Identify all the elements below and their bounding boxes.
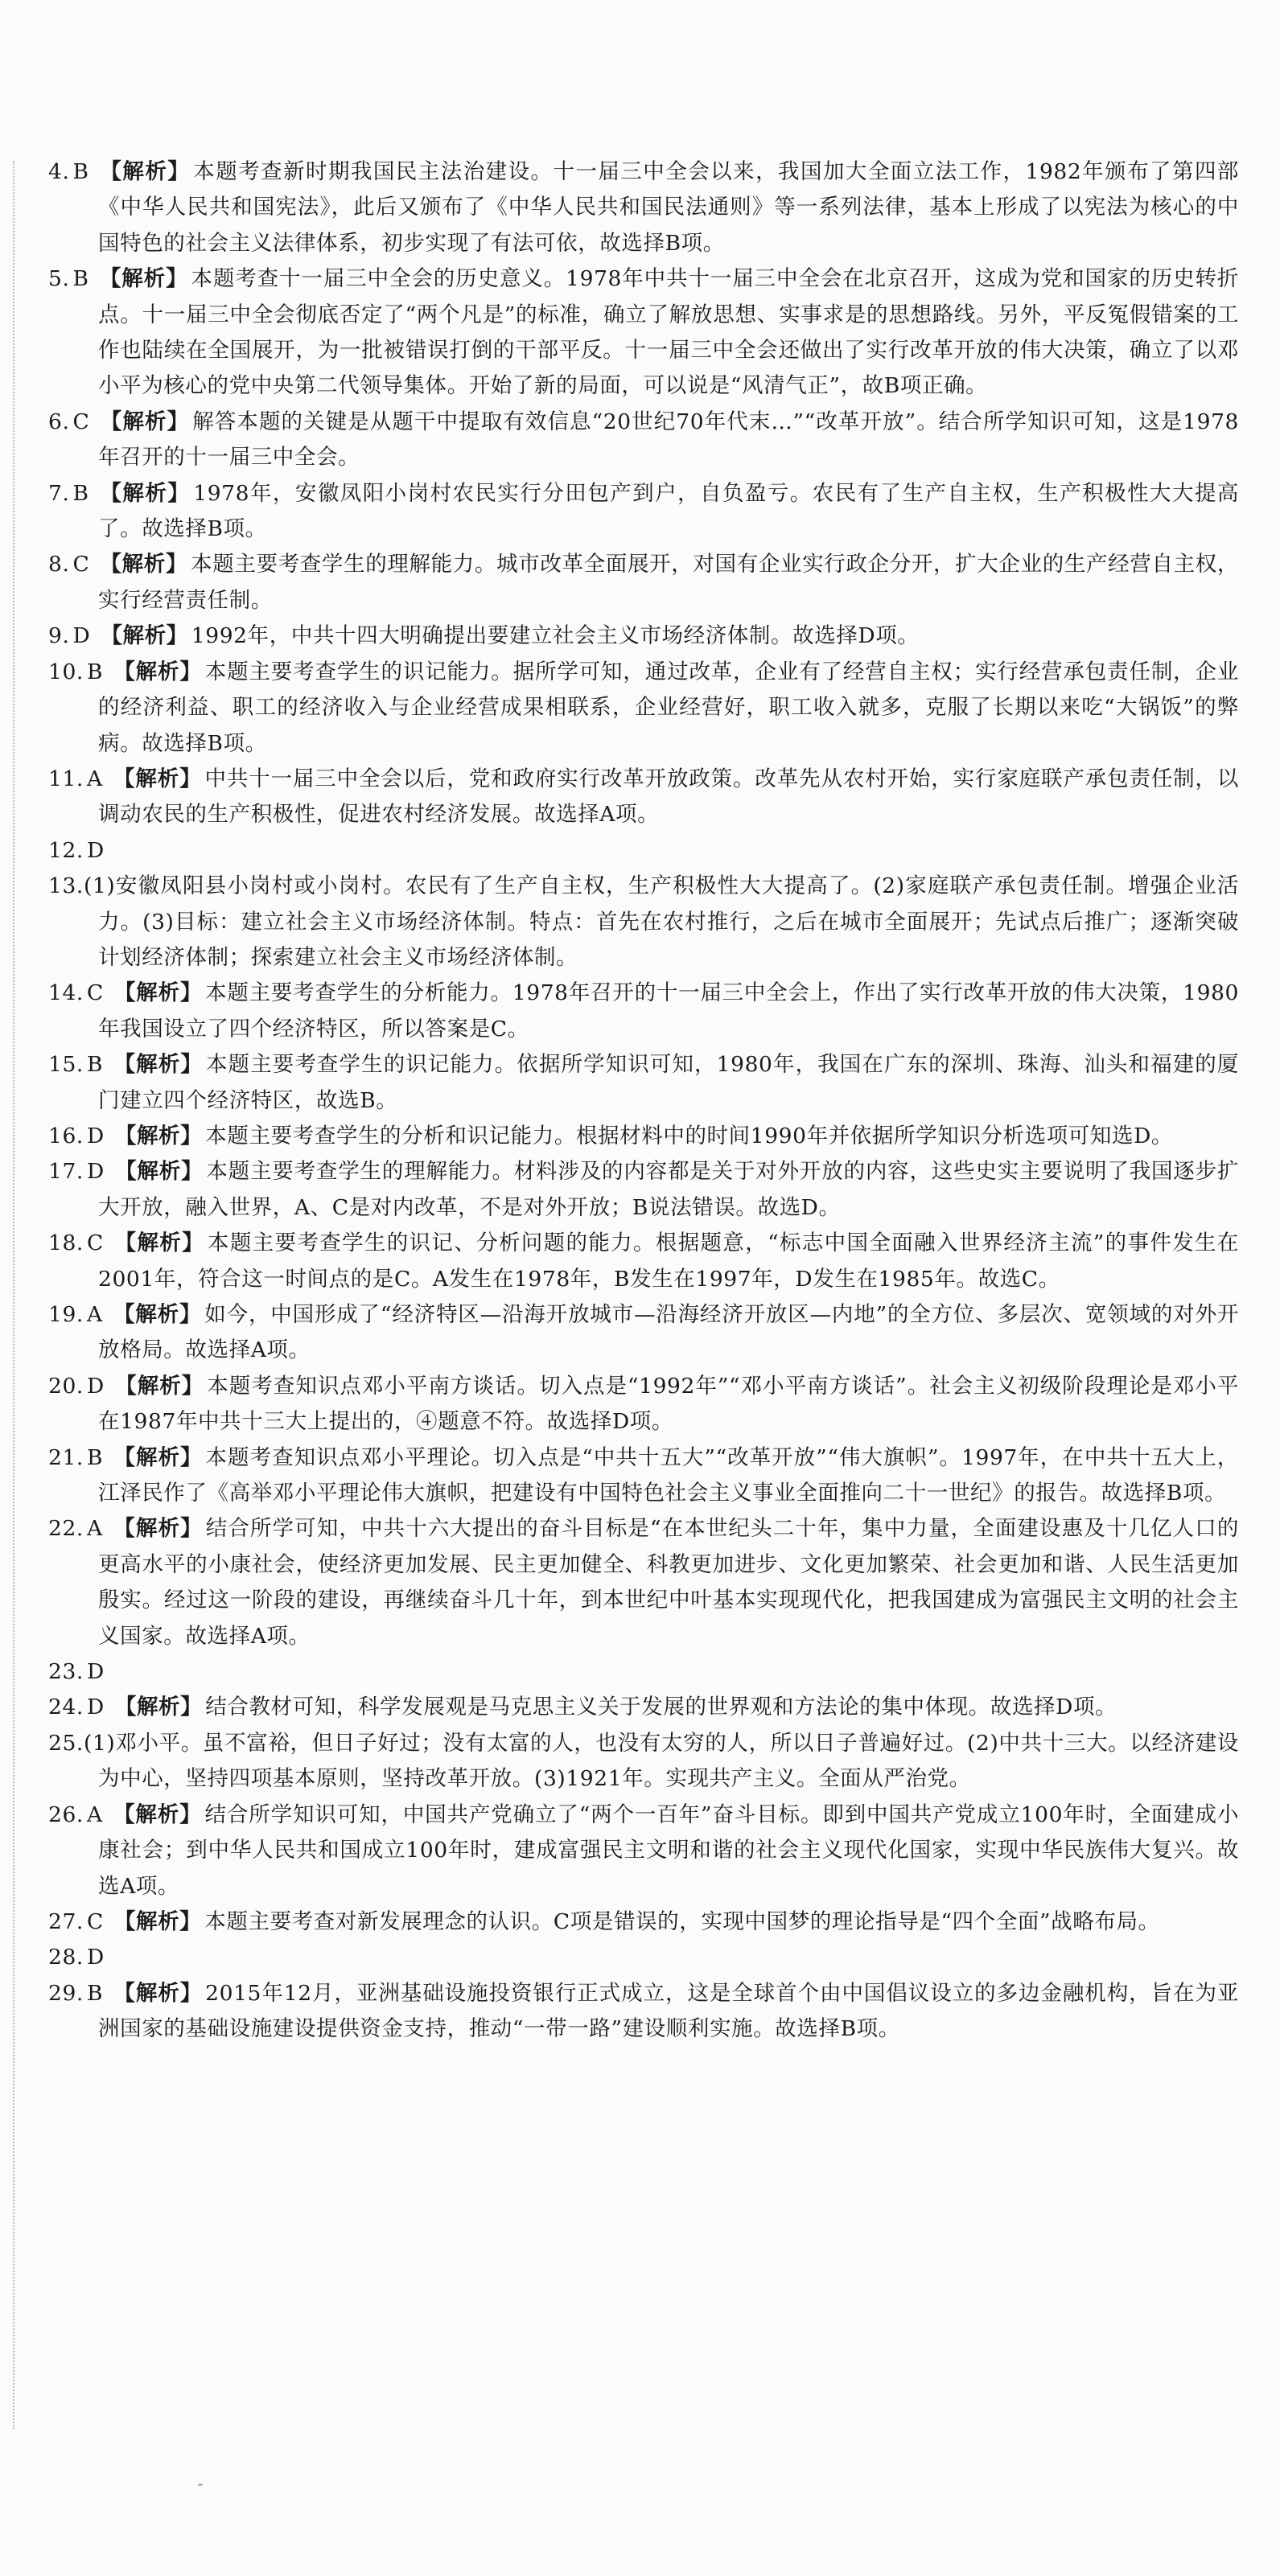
answer-item-7: [48, 476, 1239, 548]
item-text: 中共十一届三中全会以后，党和政府实行改革开放政策。改革先从农村开始，实行家庭联产承包责任制，以调动农民的生产积极性，促进农村经济发展。故选择A项。: [98, 766, 1240, 828]
answer-item-21: [48, 1440, 1239, 1512]
item-number: 22.: [48, 1516, 84, 1542]
analysis-tag: 【解析】: [113, 1908, 202, 1934]
analysis-tag: 【解析】: [100, 409, 190, 434]
item-number: 21.: [48, 1444, 84, 1470]
item-text: 本题考查新时期我国民主法治建设。十一届三中全会以来，我国加大全面立法工作，1982年颁布了第四部《中华人民共和国宪法》，此后又颁布了《中华人民共和国民法通则》等一系列法律，基本上形成了以宪法为核心的中国特色的社会主义法律体系，初步实现了有法可依，故选择B项。: [98, 159, 1239, 256]
item-answer: A: [86, 1302, 103, 1327]
item-number: 11.: [48, 766, 84, 791]
item-number: 13.: [48, 873, 84, 899]
answer-item-15: [48, 1047, 1239, 1119]
item-answer: D: [86, 1373, 105, 1399]
item-answer: B: [72, 159, 89, 184]
answer-item-24: [48, 1690, 1239, 1725]
item-text: 结合所学可知，中共十六大提出的奋斗目标是“在本世纪头二十年，集中力量，全面建设惠及十几亿人口的更高水平的小康社会，使经济更加发展、民主更加健全、科教更加进步、文化更加繁荣、社会更加和谐、人民生活更加殷实。经过这一阶段的建设，再继续奋斗几十年，到本世纪中叶基本实现现代化，把我国建成为富强民主文明的社会主义国家。故选择A项。: [98, 1516, 1239, 1649]
item-answer: C: [86, 1230, 104, 1256]
item-number: 7.: [48, 480, 70, 506]
answer-item-18: [48, 1226, 1239, 1297]
analysis-tag: 【解析】: [114, 1230, 204, 1256]
answer-item-8: [48, 547, 1239, 618]
analysis-tag: 【解析】: [113, 1802, 202, 1827]
item-number: 10.: [48, 659, 84, 684]
item-text: (1)安徽凤阳县小岗村或小岗村。农民有了生产自主权，生产积极性大大提高了。(2)家庭联产承包责任制。增强企业活力。(3)目标：建立社会主义市场经济体制。特点：首先在农村推行，之后在城市全面展开；先试点后推广；逐渐突破计划经济体制；探索建立社会主义市场经济体制。: [83, 873, 1239, 970]
analysis-tag: 【解析】: [100, 159, 191, 184]
analysis-tag: 【解析】: [114, 1695, 203, 1720]
answer-item-22: [48, 1511, 1239, 1654]
item-number: 29.: [48, 1980, 84, 2006]
item-number: 19.: [48, 1302, 84, 1327]
scan-speck: [198, 2484, 203, 2486]
item-number: 8.: [48, 552, 70, 577]
item-answer: D: [86, 1659, 105, 1685]
item-answer: B: [72, 480, 89, 506]
analysis-tag: 【解析】: [113, 1516, 203, 1542]
analysis-tag: 【解析】: [113, 659, 202, 684]
answer-item-28: [48, 1940, 1239, 1975]
item-text: 本题主要考查学生的识记能力。据所学可知，通过改革，企业有了经营自主权；实行经营承包责任制，企业的经济利益、职工的经济收入与企业经营成果相联系，企业经营好，职工收入就多，克服了长期以来吃“大锅饭”的弊病。故选择B项。: [98, 659, 1239, 756]
item-answer: D: [86, 1123, 105, 1148]
item-number: 14.: [48, 980, 84, 1006]
item-number: 6.: [48, 409, 70, 434]
item-answer: D: [86, 1159, 105, 1185]
answer-item-19: [48, 1297, 1239, 1369]
margin-dotted-rule: [13, 161, 14, 2429]
answer-item-20: [48, 1369, 1239, 1440]
item-number: 27.: [48, 1908, 84, 1934]
item-text: 本题主要考查学生的分析和识记能力。根据材料中的时间1990年并依据所学知识分析选项可知选D。: [205, 1123, 1174, 1148]
item-text: 1978年，安徽凤阳小岗村农民实行分田包产到户，自负盈亏。农民有了生产自主权，生产积极性大大提高了。故选择B项。: [98, 480, 1239, 542]
item-answer: A: [86, 1802, 103, 1827]
answer-item-29: [48, 1976, 1239, 2048]
analysis-tag: 【解析】: [115, 1159, 204, 1185]
analysis-tag: 【解析】: [100, 480, 191, 506]
analysis-tag: 【解析】: [113, 766, 202, 791]
answer-item-16: [48, 1119, 1239, 1154]
answer-item-23: [48, 1654, 1239, 1690]
item-answer: C: [72, 409, 90, 434]
item-number: 18.: [48, 1230, 84, 1256]
answer-item-10: [48, 655, 1239, 762]
item-answer: B: [86, 1980, 104, 2006]
item-answer: D: [86, 837, 105, 863]
answer-item-17: [48, 1154, 1239, 1226]
item-number: 4.: [48, 159, 70, 184]
answer-item-13: [48, 869, 1239, 976]
item-text: 本题主要考查对新发展理念的认识。C项是错误的，实现中国梦的理论指导是“四个全面”战略布局。: [204, 1908, 1160, 1934]
item-answer: D: [86, 1945, 105, 1970]
answer-item-4: [48, 154, 1239, 261]
answer-item-9: [48, 618, 1239, 654]
item-number: 16.: [48, 1123, 84, 1148]
item-answer: B: [86, 659, 104, 684]
item-answer: C: [86, 980, 104, 1006]
analysis-tag: 【解析】: [101, 623, 188, 649]
item-text: 本题主要考查学生的理解能力。材料涉及的内容都是关于对外开放的内容，这些史实主要说明了我国逐步扩大开放，融入世界，A、C是对内改革，不是对外开放；B说法错误。故选D。: [98, 1159, 1240, 1220]
analysis-tag: 【解析】: [99, 266, 188, 292]
answer-item-5: [48, 261, 1239, 405]
answer-item-26: [48, 1797, 1239, 1904]
analysis-tag: 【解析】: [114, 1123, 203, 1148]
answer-item-11: [48, 762, 1239, 833]
item-text: 本题考查知识点邓小平南方谈话。切入点是“1992年”“邓小平南方谈话”。社会主义初级阶段理论是邓小平在1987年中共十三大上提出的，④题意不符。故选择D项。: [98, 1373, 1239, 1435]
item-answer: B: [86, 1444, 104, 1470]
answer-item-6: [48, 405, 1239, 476]
item-text: 结合教材可知，科学发展观是马克思主义关于发展的世界观和方法论的集中体现。故选择D项。: [205, 1695, 1117, 1720]
answer-item-12: [48, 833, 1239, 869]
item-text: 本题考查十一届三中全会的历史意义。1978年中共十一届三中全会在北京召开，这成为党和国家的历史转折点。十一届三中全会彻底否定了“两个凡是”的标准，确立了解放思想、实事求是的思想路线。另外，平反冤假错案的工作也陆续在全国展开，为一批被错误打倒的干部平反。十一届三中全会还做出了实行改革开放的伟大决策，确立了以邓小平为核心的党中央第二代领导集体。开始了新的局面，可以说是“风清气正”，故B项正确。: [98, 266, 1239, 399]
analysis-tag: 【解析】: [113, 1980, 203, 2006]
item-answer: A: [86, 766, 103, 791]
analysis-tag: 【解析】: [113, 1302, 202, 1327]
item-number: 28.: [48, 1945, 84, 1970]
analysis-tag: 【解析】: [114, 980, 203, 1006]
item-number: 5.: [48, 266, 70, 292]
item-number: 12.: [48, 837, 84, 863]
item-answer: B: [72, 266, 89, 292]
item-number: 17.: [48, 1159, 84, 1185]
item-text: 本题主要考查学生的识记能力。依据所学知识可知，1980年，我国在广东的深圳、珠海、汕头和福建的厦门建立四个经济特区，故选B。: [98, 1052, 1239, 1113]
item-text: 本题主要考查学生的分析能力。1978年召开的十一届三中全会上，作出了实行改革开放的伟大决策，1980年我国设立了四个经济特区，所以答案是C。: [98, 980, 1239, 1041]
item-text: 2015年12月，亚洲基础设施投资银行正式成立，这是全球首个由中国倡议设立的多边金融机构，旨在为亚洲国家的基础设施建设提供资金支持，推动“一带一路”建设顺利实施。故选择B项。: [98, 1980, 1240, 2042]
analysis-tag: 【解析】: [113, 1444, 203, 1470]
item-number: 24.: [48, 1695, 84, 1720]
item-text: 本题主要考查学生的识记、分析问题的能力。根据题意，“标志中国全面融入世界经济主流”的事件发生在2001年，符合这一时间点的是C。A发生在1978年，B发生在1997年，D发生在1985年。故选C。: [98, 1230, 1239, 1292]
item-number: 25.: [48, 1730, 84, 1756]
item-answer: D: [72, 623, 91, 649]
answer-item-27: [48, 1904, 1239, 1940]
item-number: 20.: [48, 1373, 84, 1399]
item-text: 本题考查知识点邓小平理论。切入点是“中共十五大”“改革开放”“伟大旗帜”。1997年，在中共十五大上，江泽民作了《高举邓小平理论伟大旗帜，把建设有中国特色社会主义事业全面推向二十一世纪》的报告。故选择B项。: [98, 1444, 1240, 1506]
item-number: 9.: [48, 623, 70, 649]
item-number: 23.: [48, 1659, 84, 1685]
item-text: 1992年，中共十四大明确提出要建立社会主义市场经济体制。故选择D项。: [191, 623, 920, 649]
answer-explanations: [48, 154, 1239, 2048]
item-text: 解答本题的关键是从题干中提取有效信息“20世纪70年代末…”“改革开放”。结合所学知识可知，这是1978年召开的十一届三中全会。: [98, 409, 1239, 470]
item-text: 结合所学知识可知，中国共产党确立了“两个一百年”奋斗目标。即到中国共产党成立100年时，全面建成小康社会；到中华人民共和国成立100年时，建成富强民主文明和谐的社会主义现代化国家，实现中华民族伟大复兴。故选A项。: [98, 1802, 1239, 1899]
analysis-tag: 【解析】: [115, 1373, 204, 1399]
item-answer: D: [86, 1695, 105, 1720]
item-number: 15.: [48, 1052, 84, 1078]
item-answer: C: [72, 552, 90, 577]
item-text: (1)邓小平。虽不富裕，但日子好过；没有太富的人，也没有太穷的人，所以日子普遍好过。(2)中共十三大。以经济建设为中心，坚持四项基本原则，坚持改革开放。(3)1921年。实现共产主义。全面从严治党。: [83, 1730, 1239, 1792]
item-text: 如今，中国形成了“经济特区—沿海开放城市—沿海经济开放区—内地”的全方位、多层次、宽领域的对外开放格局。故选择A项。: [98, 1302, 1239, 1363]
item-answer: C: [86, 1908, 104, 1934]
item-text: 本题主要考查学生的理解能力。城市改革全面展开，对国有企业实行政企分开，扩大企业的生产经营自主权，实行经营责任制。: [98, 552, 1239, 613]
analysis-tag: 【解析】: [113, 1052, 203, 1078]
item-answer: A: [86, 1516, 103, 1542]
answer-item-14: [48, 976, 1239, 1047]
answer-item-25: [48, 1726, 1239, 1797]
analysis-tag: 【解析】: [100, 552, 188, 577]
item-number: 26.: [48, 1802, 84, 1827]
item-answer: B: [86, 1052, 104, 1078]
